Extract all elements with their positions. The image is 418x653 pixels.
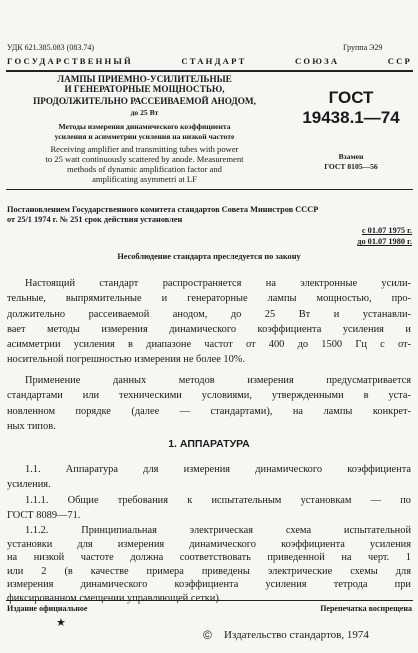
paragraph-line: 1.1.1. Общие требования к испытательным установкам — по bbox=[25, 495, 411, 506]
group-code: Группа Э29 bbox=[343, 43, 383, 52]
title-ru-line-3: ПРОДОЛЖИТЕЛЬНО РАССЕИВАЕМОЙ АНОДОМ, bbox=[33, 96, 256, 106]
title-ru-line-2: И ГЕНЕРАТОРНЫЕ МОЩНОСТЬЮ, bbox=[64, 84, 225, 94]
intro-line: должительно рассеиваемой анодом, до 25 Вт и устанавли- bbox=[7, 308, 411, 320]
intro-line: асимметрии усиления в диапазоне частот от 400 до 1500 Гц с от- bbox=[7, 339, 411, 351]
intro-line: Настоящий стандарт распространяется на электронные усили- bbox=[25, 278, 411, 289]
application-line: новленном порядке (далее — стандартами), на лампы конкрет- bbox=[7, 405, 411, 417]
title-ru-line-1: ЛАМПЫ ПРИЕМНО-УСИЛИТЕЛЬНЫЕ bbox=[57, 74, 232, 84]
publisher-text: Издательство стандартов, 1974 bbox=[224, 629, 369, 641]
intro-line: носительной погрешностью измерения не более 10%. bbox=[7, 354, 246, 366]
method-line-1: Методы измерения динамического коэффициента bbox=[58, 122, 231, 131]
method-line-2: усиления и асимметрии усиления на низкой частоте bbox=[54, 132, 235, 141]
paragraph-line: измерения динамического коэффициента усиления тетрода при bbox=[7, 579, 411, 591]
warning-text: Несоблюдение стандарта преследуется по закону bbox=[117, 252, 301, 261]
decree-line-1: Постановлением Государственного комитета стандартов Совета Министров СССР bbox=[7, 205, 319, 214]
application-line: ных типов. bbox=[7, 420, 56, 432]
paragraph-line: усиления. bbox=[7, 479, 51, 491]
title-en-line-4: amplificating asymmetri at LF bbox=[92, 174, 197, 184]
paragraph-line: 1.1.2. Принципиальная электрическая схема испытательной bbox=[25, 525, 411, 536]
udk-code: УДК 621.385.083 (083.74) bbox=[7, 43, 94, 52]
application-paragraph bbox=[7, 373, 411, 434]
gost-number: 19438.1—74 bbox=[302, 108, 400, 127]
replaces-value: ГОСТ 8105—56 bbox=[324, 162, 378, 171]
footer-rule bbox=[6, 600, 413, 601]
paragraph-line: на низкой частоте должна соответствовать приведенной на черт. 1 bbox=[7, 552, 411, 564]
replaces-label: Взамен bbox=[338, 152, 364, 161]
intro-line: тельные, выпрямительные и генераторные лампы мощностью, про- bbox=[7, 293, 411, 305]
title-en-line-1: Receiving amplifier and transmitting tubes with power bbox=[50, 144, 239, 154]
paragraph-line: установки для измерения динамического коэффициента усиления bbox=[7, 538, 411, 550]
gost-label: ГОСТ bbox=[328, 88, 374, 107]
intro-line: вает методы измерения динамического коэффициента усиления и bbox=[7, 323, 411, 335]
paragraph-line: фиксированном смещении управляющей сетки). bbox=[7, 592, 222, 604]
paragraph-line: или 2 (в качестве примера приведены электрические схемы для bbox=[7, 565, 411, 577]
application-line: Применение данных методов измерения предусматривается bbox=[25, 375, 411, 386]
decree-line-2: от 25/1 1974 г. № 251 срок действия установлен bbox=[7, 215, 183, 224]
official-edition: Издание официальное bbox=[7, 604, 88, 613]
header-rule bbox=[6, 70, 413, 72]
section-heading: 1. АППАРАТУРА bbox=[168, 438, 250, 450]
standard-header-title: ГОСУДАРСТВЕННЫЙ СТАНДАРТ СОЮЗА ССР bbox=[7, 56, 412, 66]
decree-date-from: с 01.07 1975 г. bbox=[361, 226, 412, 235]
title-en-line-2: to 25 watt continuously scattered by anode. Measurement bbox=[45, 154, 244, 164]
title-rule bbox=[6, 189, 413, 190]
title-ru-line-4: до 25 Вт bbox=[130, 108, 159, 117]
copyright-icon: © bbox=[203, 628, 212, 642]
paragraph-1-1-1 bbox=[7, 493, 411, 524]
decree-date-to: до 01.07 1980 г. bbox=[357, 237, 412, 246]
title-en-line-3: methods of dynamic amplification factor and bbox=[67, 164, 222, 174]
paragraph-line: 1.1. Аппаратура для измерения динамического коэффициента bbox=[25, 464, 411, 475]
paragraph-1-1-2 bbox=[7, 524, 411, 606]
reprint-prohibited: Перепечатка воспрещена bbox=[320, 604, 412, 613]
intro-paragraph bbox=[7, 276, 411, 368]
paragraph-1-1 bbox=[7, 462, 411, 493]
star-icon: ★ bbox=[56, 617, 66, 629]
paragraph-line: ГОСТ 8089—71. bbox=[7, 510, 81, 522]
application-line: стандартами или техническими условиями, утвержденными в уста- bbox=[7, 390, 411, 402]
